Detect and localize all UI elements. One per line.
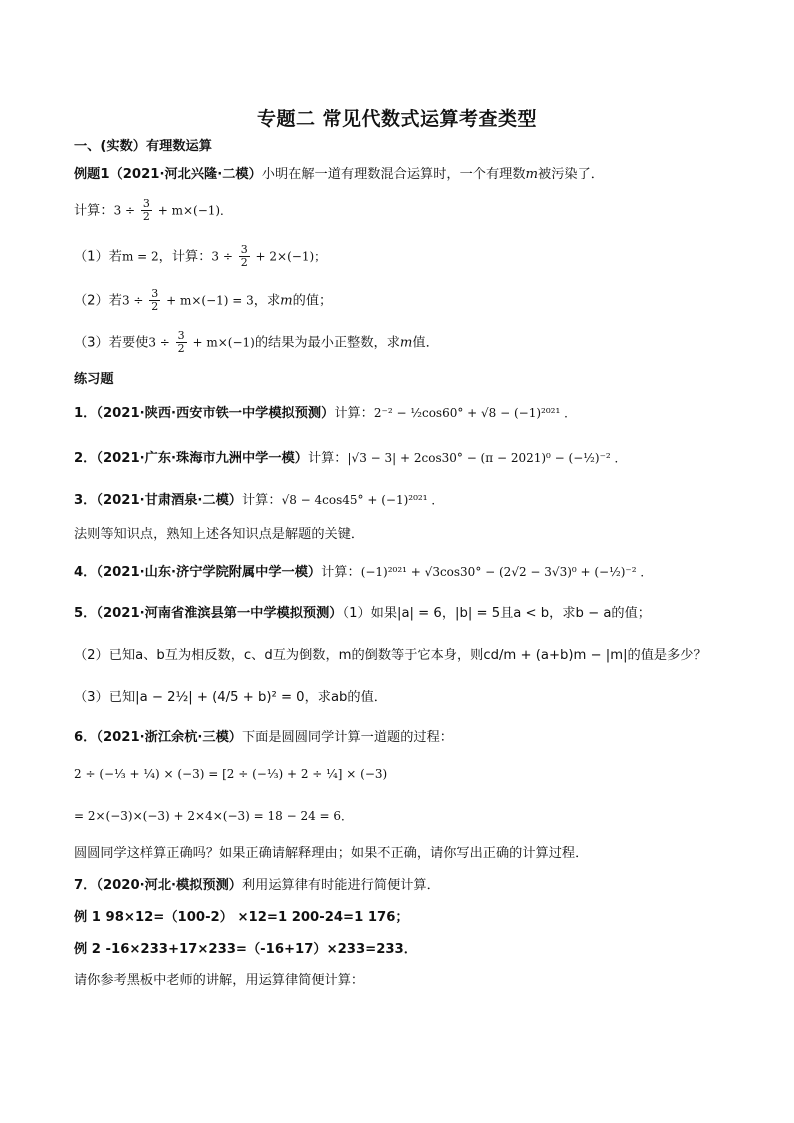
fraction — [141, 198, 152, 223]
practice-7-text: 利用运算律有时能进行简便计算． — [242, 878, 440, 893]
numerator: 3 — [177, 329, 185, 342]
calc-label: 计算： — [74, 203, 114, 219]
variable-m: m — [525, 167, 539, 182]
practice-5-q2: （2）已知a、b互为相反数，c、d互为倒数，m的倒数等于它本身，则cd/m + (a+b)m − |m|的值是多少？ — [74, 648, 707, 663]
section-heading: 一、(实数）有理数运算 — [74, 139, 212, 154]
practice-4-expr: (−1)²⁰²¹ + √3cos30° − (2√2 − 3√3)⁰ + (−½)⁻² ． — [360, 565, 653, 579]
expr-part: 3 ÷ — [148, 335, 174, 350]
practice-6-question: 圆圆同学这样算正确吗？如果正确请解释理由；如果不正确，请你写出正确的计算过程． — [74, 846, 589, 861]
example-1-tag: 例题1（2021·河北兴隆·二模） — [74, 167, 262, 182]
practice-2-tag: 2．（2021·广东·珠海市九洲中学一模） — [74, 451, 308, 466]
denominator: 2 — [142, 210, 150, 223]
practice-heading: 练习题 — [74, 372, 114, 387]
practice-1-tag: 1．（2021·陕西·西安市铁一中学模拟预测） — [74, 406, 335, 421]
expr-part: + m×(−1) — [188, 335, 255, 350]
practice-1 — [74, 403, 576, 424]
q3-text-end: 值． — [412, 335, 439, 351]
variable-m: m — [280, 293, 293, 309]
practice-6-text: 下面是圆圆同学计算一道题的过程： — [242, 730, 453, 745]
practice-7-tag: 7．（2020·河北·模拟预测） — [74, 878, 242, 893]
denominator: 2 — [240, 256, 248, 269]
example-1-text: 小明在解一道有理数混合运算时，一个有理数 — [261, 167, 526, 182]
practice-3-expr: √8 − 4cos45° + (−1)²⁰²¹ ． — [281, 493, 444, 507]
variable-m: m — [399, 335, 413, 351]
fraction — [176, 330, 187, 355]
note-text: 法则等知识点，熟知上述各知识点是解题的关键． — [74, 527, 365, 542]
q3-label: （3）若要使 — [74, 335, 149, 351]
practice-5-q1: （1）如果|a| = 6，|b| = 5且a < b，求b − a的值； — [342, 606, 651, 621]
calc-label: 计算： — [334, 406, 374, 421]
expr-part: 3 ÷ — [121, 293, 148, 308]
expr-part: + m×(−1) = 3 — [162, 293, 254, 308]
practice-6-tag: 6．（2021·浙江余杭·三模） — [74, 730, 242, 745]
q2-label: （2）若 — [74, 293, 122, 309]
calc-label: 计算： — [242, 493, 282, 508]
practice-2 — [74, 448, 627, 469]
practice-4 — [74, 562, 652, 583]
practice-1-expr: 2⁻² − ½cos60° + √8 − (−1)²⁰²¹ ． — [373, 406, 577, 420]
numerator: 3 — [151, 287, 159, 300]
denominator: 2 — [177, 342, 185, 355]
expr-part: + m×(−1)． — [153, 203, 233, 218]
expr-part: + 2×(−1)； — [251, 249, 327, 264]
practice-7-example-1: 例 1 98×12=（100-2） ×12=1 200-24=1 176； — [74, 910, 409, 925]
practice-7 — [74, 876, 440, 896]
expr-part: 3 ÷ — [211, 249, 237, 264]
practice-3 — [74, 490, 443, 511]
practice-7-example-2: 例 2 -16×233+17×233=（-16+17）×233=233． — [74, 942, 417, 957]
example-1-q1 — [74, 244, 326, 269]
calc-label: 计算： — [307, 451, 348, 466]
q1-label: （1）若 — [74, 249, 122, 265]
fraction — [149, 288, 160, 313]
numerator: 3 — [240, 243, 248, 256]
q2-text-end: 的值； — [292, 293, 333, 309]
q3-text: 的结果为最小正整数，求 — [254, 335, 400, 351]
example-1-q3 — [74, 330, 439, 355]
practice-6-line2: = 2×(−3)×(−3) + 2×4×(−3) = 18 − 24 = 6． — [74, 809, 354, 823]
denominator: 2 — [151, 300, 159, 313]
practice-2-expr: |√3 − 3| + 2cos30° − (π − 2021)⁰ − (−½)⁻² ． — [347, 451, 627, 465]
example-1-intro — [74, 165, 604, 185]
q1-condition: m = 2 — [121, 249, 159, 264]
example-1-text-end: 被污染了． — [538, 167, 604, 182]
practice-7-ask: 请你参考黑板中老师的讲解，用运算律简便计算： — [74, 973, 365, 988]
example-1-calc — [74, 198, 232, 223]
practice-6 — [74, 728, 453, 748]
practice-6-line1: 2 ÷ (−⅓ + ¼) × (−3) = [2 ÷ (−⅓) + 2 ÷ ¼] × (−3) — [74, 767, 388, 781]
practice-4-tag: 4．（2021·山东·济宁学院附属中学一模） — [74, 565, 322, 580]
numerator: 3 — [142, 197, 150, 210]
page-title: 专题二 常见代数式运算考查类型 — [256, 108, 538, 130]
expr-part: 3 ÷ — [113, 203, 139, 218]
calc-label: 计算： — [321, 565, 361, 580]
practice-5-tag: 5．（2021·河南省淮滨县第一中学模拟预测） — [74, 606, 343, 621]
example-1-q2 — [74, 288, 332, 313]
q2-text: ，求 — [253, 293, 281, 309]
fraction — [239, 244, 250, 269]
q1-text: ，计算： — [158, 249, 212, 265]
practice-3-tag: 3．（2021·甘肃酒泉·二模） — [74, 493, 242, 508]
practice-5-q3: （3）已知|a − 2½| + (4/5 + b)² = 0，求ab的值． — [74, 690, 387, 705]
practice-5 — [74, 604, 651, 624]
